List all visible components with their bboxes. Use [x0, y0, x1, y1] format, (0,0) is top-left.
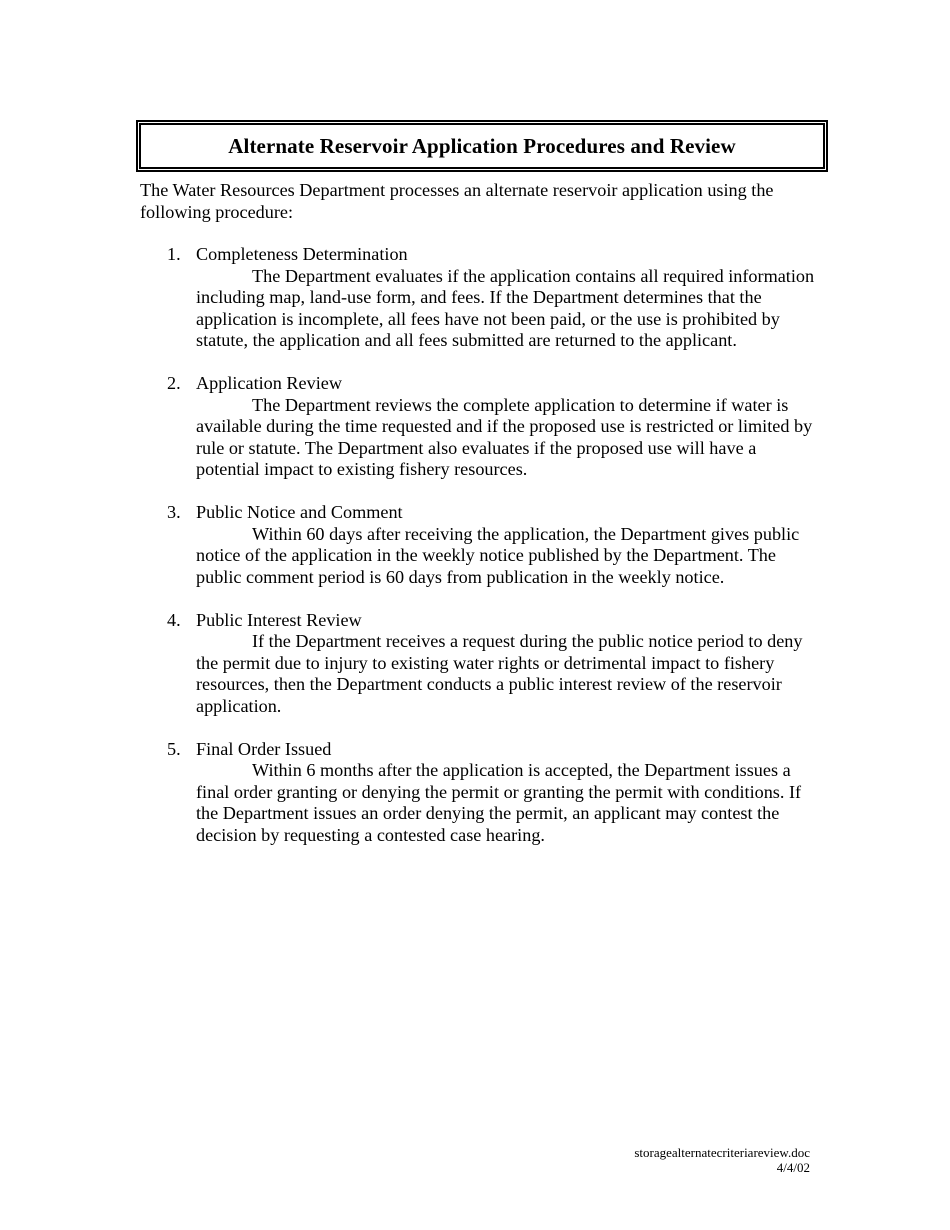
step-number: 1. [167, 244, 181, 264]
step-heading: Public Notice and Comment [196, 502, 403, 522]
footer-filename: storagealternatecriteriareview.doc [634, 1145, 810, 1160]
step-heading: Application Review [196, 373, 342, 393]
step-body: Within 60 days after receiving the application, the Department gives public notice of the application in the weekly notice published by the Department. The public comment period is 60 days from publication in the weekly notice. [196, 523, 800, 587]
step-number: 2. [167, 373, 181, 393]
document-title: Alternate Reservoir Application Procedures and Review [228, 133, 736, 158]
procedure-step [140, 610, 820, 718]
step-body: The Department reviews the complete application to determine if water is available during the time requested and if the proposed use is restricted or limited by rule or statute. The Department also evaluates if the proposed use will have a potential impact to existing fishery resources. [196, 394, 813, 479]
step-number: 4. [167, 609, 181, 630]
step-body: Within 6 months after the application is accepted, the Department issues a final order granting or denying the permit or granting the permit with conditions. If the Department issues an order denying the permit, an applicant may contest the decision by requesting a contested case hearing. [196, 760, 802, 845]
procedure-step [140, 373, 820, 481]
step-heading: Completeness Determination [196, 244, 408, 264]
step-body: The Department evaluates if the application contains all required information including map, land-use form, and fees. If the Department determines that the application is incomplete, all fees have not been paid, or the use is prohibited by statute, the application and all fees submitted are returned to the applicant. [196, 265, 815, 350]
step-number: 5. [167, 738, 181, 759]
procedure-list [140, 244, 820, 868]
procedure-step [140, 502, 820, 588]
procedure-step [140, 244, 820, 352]
footer-date: 4/4/02 [776, 1160, 810, 1175]
step-number: 3. [167, 502, 181, 522]
page-footer [634, 1145, 810, 1175]
step-heading: Public Interest Review [196, 609, 362, 630]
intro-paragraph: The Water Resources Department processes an alternate reservoir application using the following procedure: [140, 180, 774, 222]
step-body: If the Department receives a request during the public notice period to deny the permit due to injury to existing water rights or detrimental impact to fishery resources, then the Department conducts a public interest review of the reservoir application. [196, 631, 803, 716]
title-box [136, 120, 828, 172]
procedure-step [140, 739, 820, 847]
step-heading: Final Order Issued [196, 738, 332, 759]
